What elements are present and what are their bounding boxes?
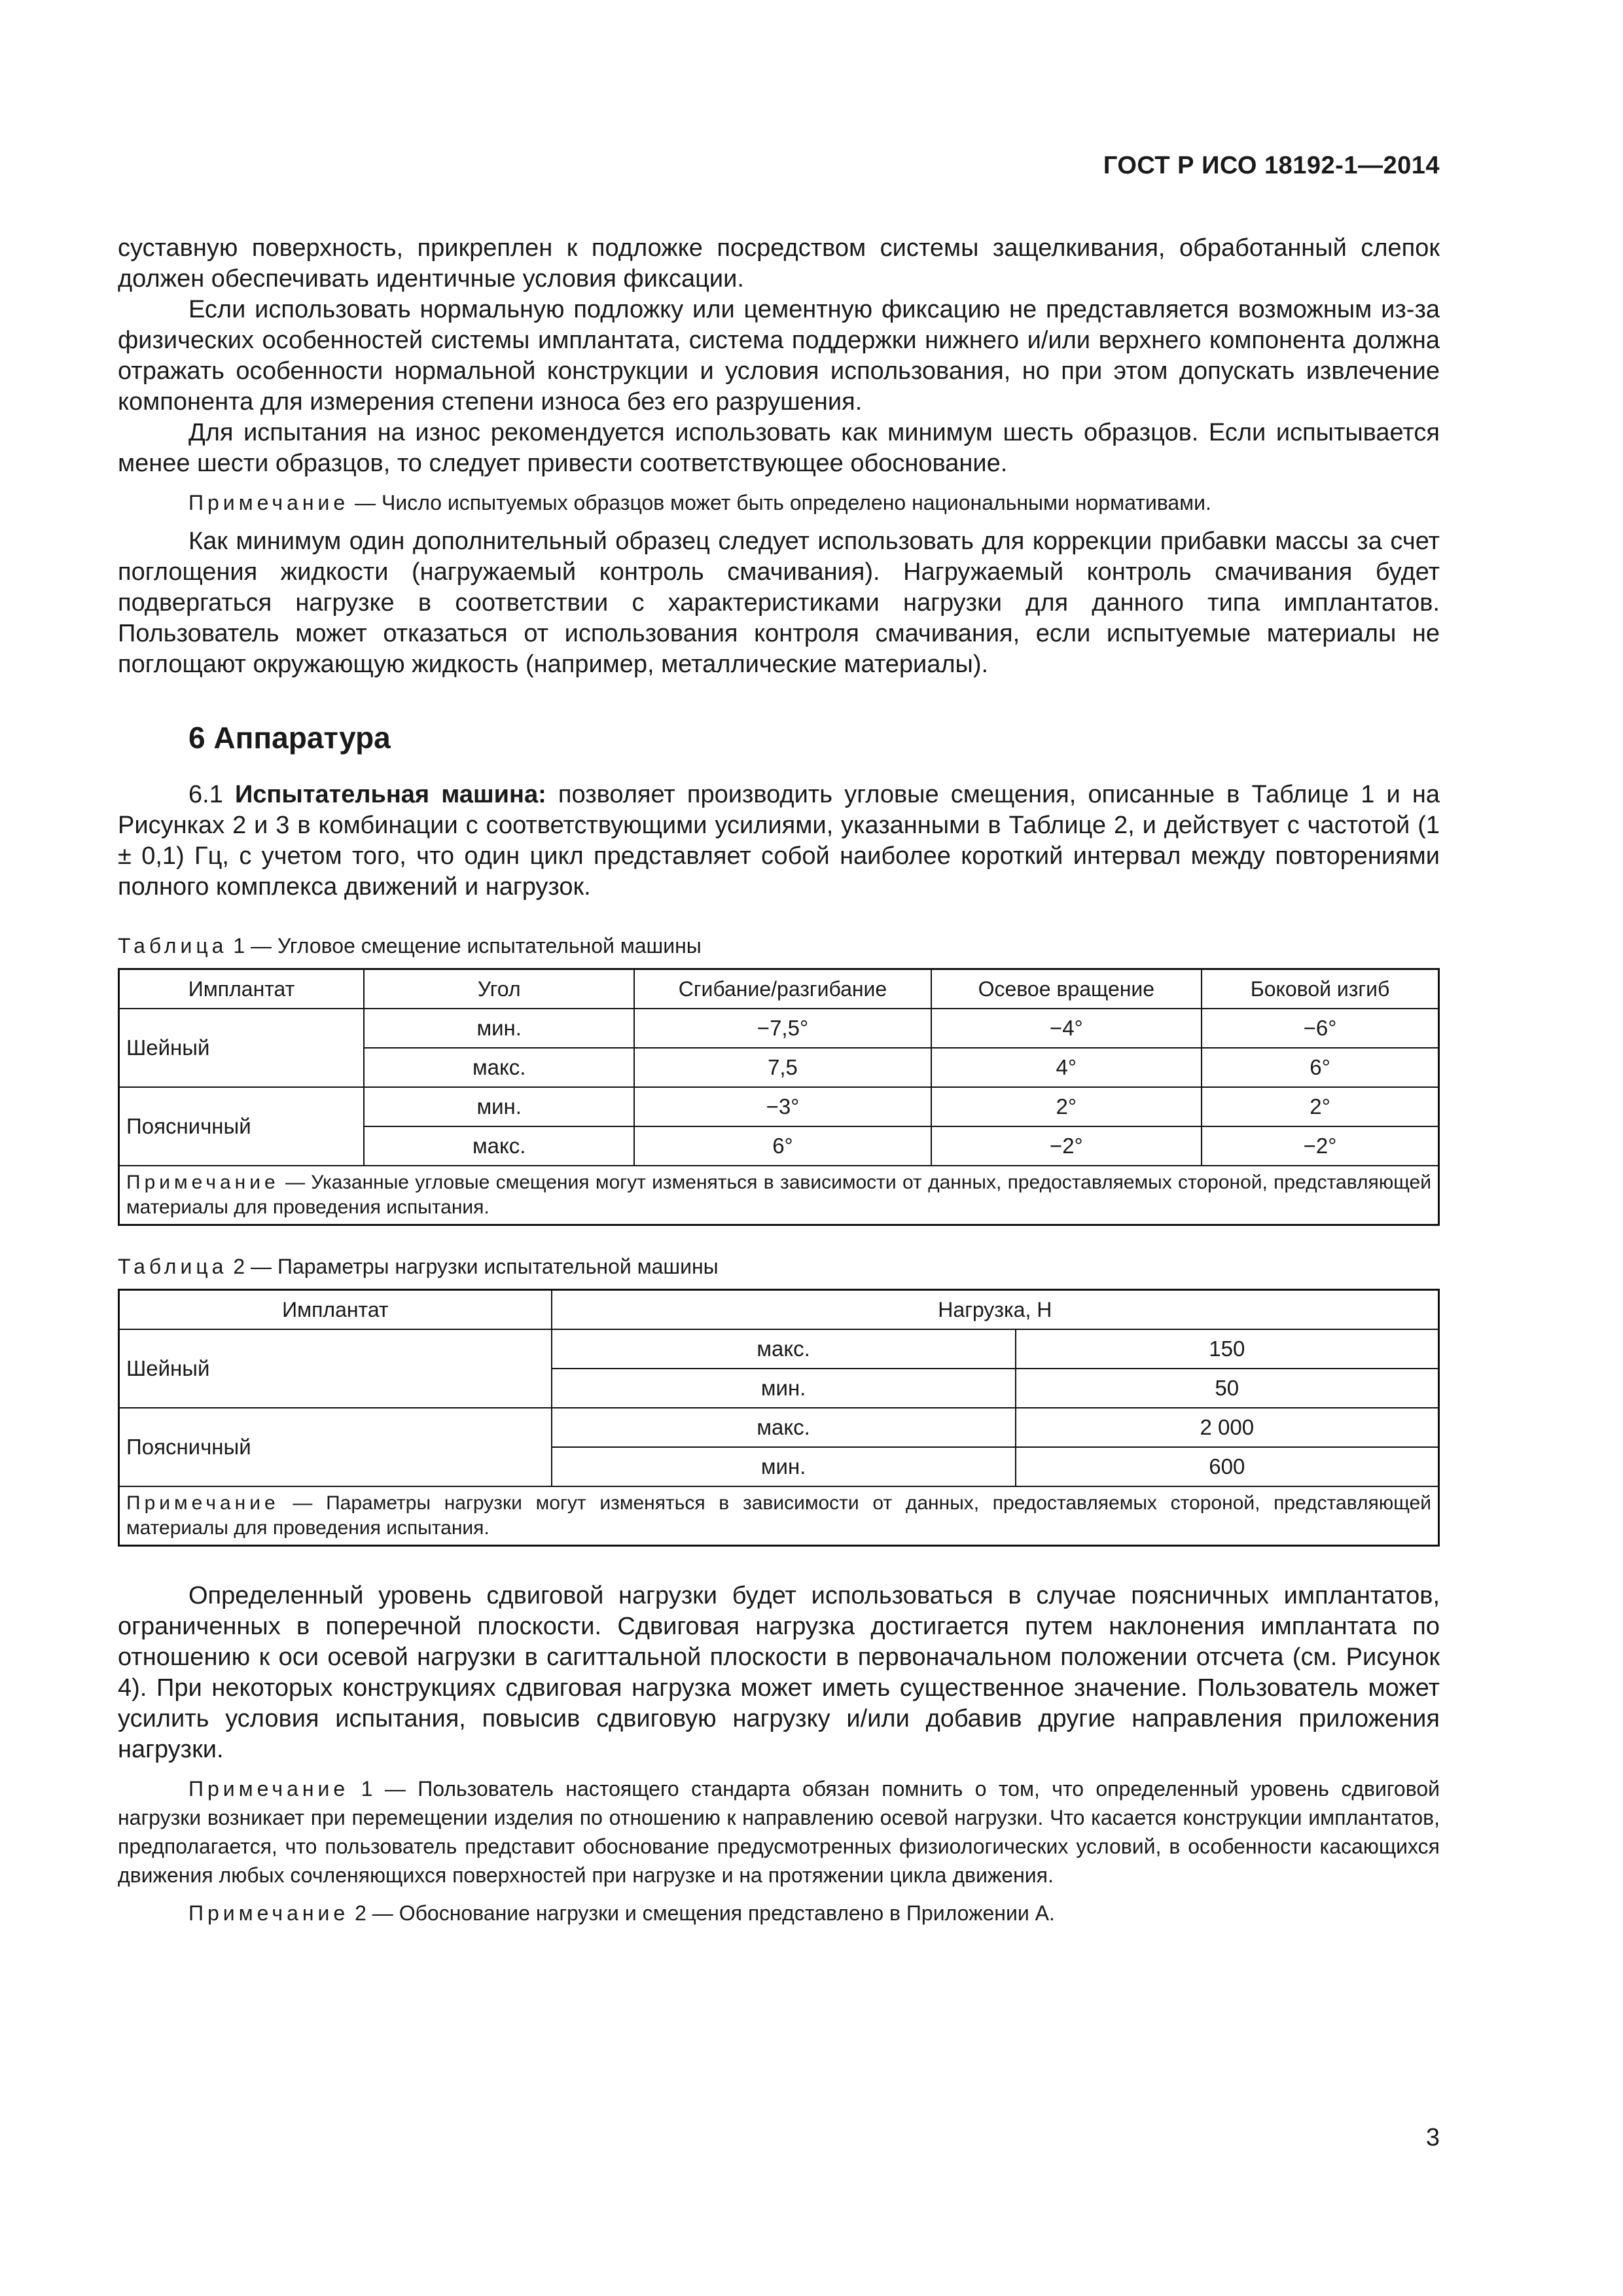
load-value-cell: 600 [1016, 1447, 1439, 1486]
document-code: ГОСТ Р ИСО 18192-1—2014 [1103, 152, 1440, 179]
angle-cell: макс. [364, 1126, 634, 1166]
note-label: Примечание [188, 1777, 349, 1801]
table-load-parameters [118, 1289, 1440, 1547]
note-text: 1 — Пользователь настоящего стандарта обязан помнить о том, что определенный уровень сдвиговой нагрузки возникает при перемещении изделия по отношению к направлению осевой нагрузки. Что касается конструкции имплантатов, предполагается, что пользователь представит обоснование предусмотренных физиологических условий, в особенности касающихся движения любых сочленяющихся поверхностей при нагрузке и на протяжении цикла движения. [118, 1777, 1440, 1887]
column-header: Осевое вращение [931, 969, 1202, 1009]
paragraph: Для испытания на износ рекомендуется использовать как минимум шесть образцов. Если испытывается менее шести образцов, то следует привести соответствующее обоснование. [118, 419, 1440, 477]
column-header: Имплантат [119, 1290, 552, 1330]
paragraph: Определенный уровень сдвиговой нагрузки будет использоваться в случае поясничных имплантатов, ограниченных в поперечной плоскости. Сдвиговая нагрузка достигается путем наклонения имплантата по отношению к оси осевой нагрузки в сагиттальной плоскости в первоначальном положении отсчета (см. Рисунок 4). При некоторых конструкциях сдвиговая нагрузка может иметь существенное значение. Пользователь может усилить условия испытания, повысив сдвиговую нагрузку и/или добавив другие направления приложения нагрузки. [118, 1582, 1440, 1763]
paragraph: Как минимум один дополнительный образец следует использовать для коррекции прибавки массы за счет поглощения жидкости (нагружаемый контроль смачивания). Нагружаемый контроль смачивания будет подвергаться нагрузке в соответствии с характеристиками нагрузки для данного типа имплантатов. Пользователь может отказаться от использования контроля смачивания, если испытуемые материалы не поглощают окружающую жидкость (например, металлические материалы). [118, 528, 1440, 678]
clause-number: 6.1 [188, 781, 235, 808]
note-label: Примечание [188, 491, 349, 514]
load-kind-cell: макс. [552, 1408, 1016, 1447]
table-header-row [119, 969, 1439, 1009]
value-cell: −4° [931, 1009, 1202, 1048]
column-header: Сгибание/разгибание [634, 969, 931, 1009]
note-label: Примечание [188, 1901, 349, 1925]
load-kind-cell: мин. [552, 1447, 1016, 1486]
table-row [119, 1087, 1439, 1126]
load-kind-cell: мин. [552, 1369, 1016, 1408]
table-caption-label: Таблица [118, 934, 228, 958]
table-note [119, 1486, 1439, 1546]
value-cell: 7,5 [634, 1048, 931, 1087]
clause-text: позволяет производить угловые смещения, описанные в Таблице 1 и на Рисунках 2 и 3 в комбинации с соответствующими усилиями, указанными в Таблице 2, и действует с частотой (1 ± 0,1) Гц, с учетом того, что один цикл представляет собой наиболее короткий интервал между повторениями полного комплекса движений и нагрузок. [118, 781, 1440, 901]
table-caption-text: 1 — Угловое смещение испытательной машины [227, 934, 702, 958]
implant-cell: Шейный [119, 1009, 365, 1087]
angle-cell: макс. [364, 1048, 634, 1087]
clause-term: Испытательная машина: [234, 781, 546, 808]
table-note [119, 1166, 1439, 1225]
implant-cell: Поясничный [119, 1087, 365, 1166]
implant-cell: Поясничный [119, 1408, 552, 1486]
value-cell: −6° [1202, 1009, 1438, 1048]
table-row [119, 1009, 1439, 1048]
value-cell: 6° [634, 1126, 931, 1166]
value-cell: 2° [1202, 1087, 1438, 1126]
section-title: 6 Аппаратура [188, 721, 391, 755]
load-kind-cell: макс. [552, 1329, 1016, 1369]
value-cell: 4° [931, 1048, 1202, 1087]
clause-6-1 [118, 780, 1440, 903]
table-caption-text: 2 — Параметры нагрузки испытательной машины [227, 1255, 719, 1278]
angle-cell: мин. [364, 1087, 634, 1126]
table-caption [118, 931, 1440, 960]
note-text: — Параметры нагрузки могут изменяться в зависимости от данных, предоставляемых стороной, представляющей материалы для проведения испытания. [126, 1492, 1431, 1539]
note-label: Примечание [126, 1172, 279, 1193]
body-text [118, 233, 1440, 1928]
table-note-row [119, 1166, 1439, 1225]
column-header: Боковой изгиб [1202, 969, 1438, 1009]
paragraph: суставную поверхность, прикреплен к подложке посредством системы защелкивания, обработанный слепок должен обеспечивать идентичные условия фиксации. [118, 234, 1440, 293]
table-angular-displacement [118, 968, 1440, 1226]
table-note-row [119, 1486, 1439, 1546]
load-value-cell: 2 000 [1016, 1408, 1439, 1447]
column-header: Имплантат [119, 969, 365, 1009]
table-row [119, 1408, 1439, 1447]
value-cell: −2° [1202, 1126, 1438, 1166]
implant-cell: Шейный [119, 1329, 552, 1408]
value-cell: −2° [931, 1126, 1202, 1166]
value-cell: −3° [634, 1087, 931, 1126]
note-text: — Указанные угловые смещения могут изменяться в зависимости от данных, предоставляемых стороной, представляющей материалы для проведения испытания. [126, 1172, 1431, 1218]
value-cell: 6° [1202, 1048, 1438, 1087]
column-header: Угол [364, 969, 634, 1009]
table-row [119, 1329, 1439, 1369]
angle-cell: мин. [364, 1009, 634, 1048]
note [118, 1899, 1440, 1928]
table-caption-label: Таблица [118, 1255, 228, 1278]
page-number: 3 [1425, 2124, 1440, 2151]
table-header-row [119, 1290, 1439, 1330]
value-cell: −7,5° [634, 1009, 931, 1048]
paragraph: Если использовать нормальную подложку или цементную фиксацию не представляется возможным из-за физических особенностей системы имплантата, система поддержки нижнего и/или верхнего компонента должна отражать особенности нормальной конструкции и условия использования, но при этом допускать извлечение компонента для измерения степени износа без его разрушения. [118, 296, 1440, 416]
note-text: 2 — Обоснование нагрузки и смещения представлено в Приложении А. [349, 1901, 1055, 1925]
load-value-cell: 50 [1016, 1369, 1439, 1408]
table-caption [118, 1252, 1440, 1281]
note [118, 1774, 1440, 1890]
note-text: — Число испытуемых образцов может быть определено национальными нормативами. [349, 491, 1211, 514]
column-header: Нагрузка, Н [552, 1290, 1439, 1330]
load-value-cell: 150 [1016, 1329, 1439, 1369]
note [118, 488, 1440, 517]
note-label: Примечание [126, 1492, 279, 1514]
value-cell: 2° [931, 1087, 1202, 1126]
